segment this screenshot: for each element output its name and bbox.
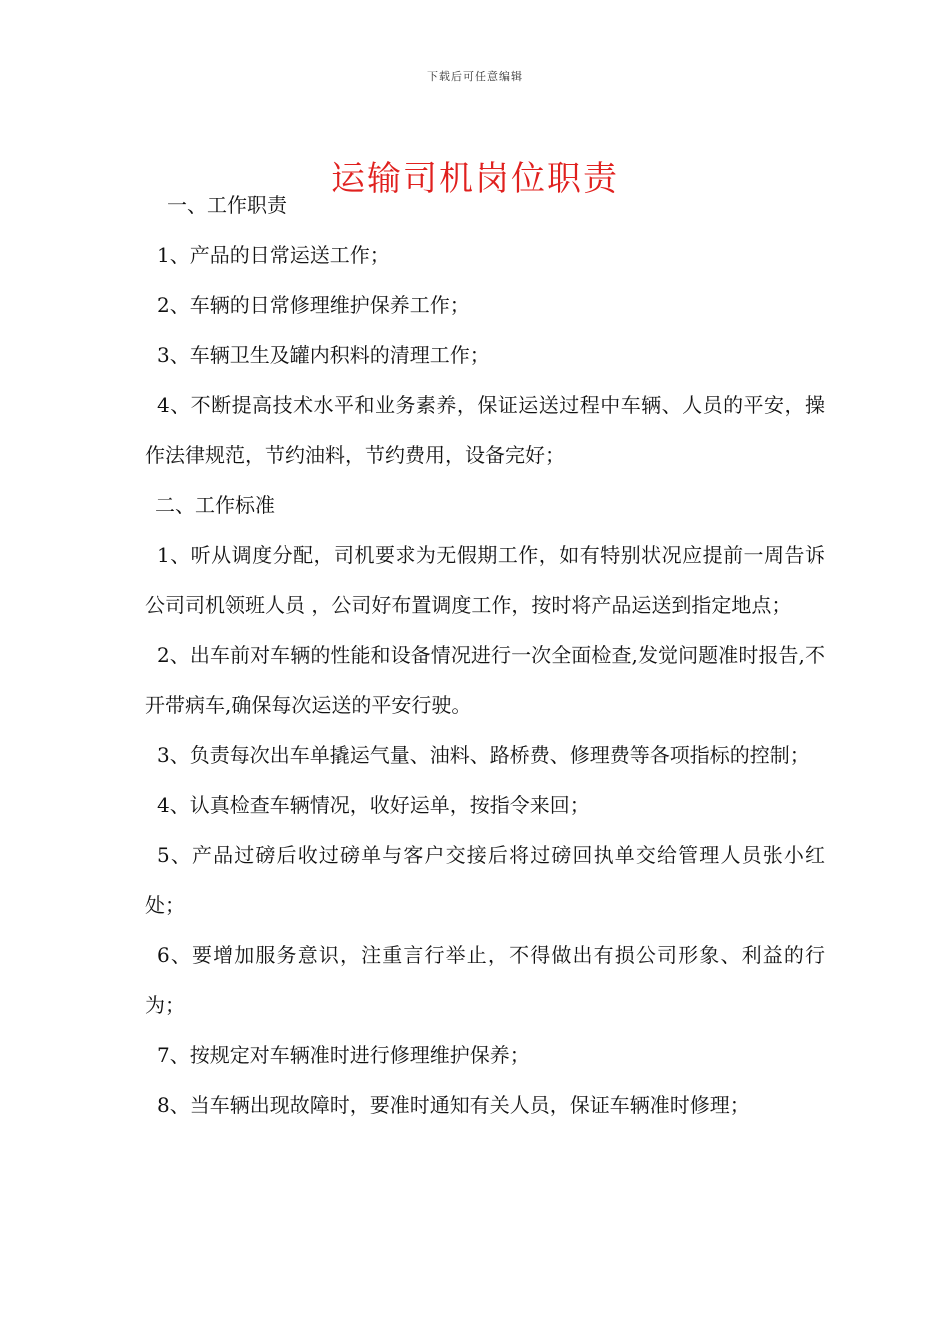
duty-item-1: 1、产品的日常运送工作； xyxy=(157,243,390,267)
standard-item-5: 5、产品过磅后收过磅单与客户交接后将过磅回执单交给管理人员张小红处； xyxy=(145,843,825,917)
standard-item-8: 8、当车辆出现故障时，要准时通知有关人员，保证车辆准时修理； xyxy=(157,1093,750,1117)
standard-item-4: 4、认真检查车辆情况，收好运单，按指令来回； xyxy=(157,793,590,817)
document-title: 运输司机岗位职责 xyxy=(331,158,619,199)
section-heading-standards: 二、工作标准 xyxy=(155,493,275,517)
standard-item-6: 6、要增加服务意识，注重言行举止，不得做出有损公司形象、利益的行为； xyxy=(145,943,825,1017)
duty-item-3: 3、车辆卫生及罐内积料的清理工作； xyxy=(157,343,490,367)
duty-item-2: 2、车辆的日常修理维护保养工作； xyxy=(157,293,470,317)
standard-item-1: 1、听从调度分配，司机要求为无假期工作，如有特别状况应提前一周告诉公司司机领班人员 ，公司好布置调度工作，按时将产品运送到指定地点； xyxy=(145,543,825,617)
document-body xyxy=(145,180,825,1130)
standard-item-3: 3、负责每次出车单撬运气量、油料、路桥费、修理费等各项指标的控制； xyxy=(157,743,810,767)
standard-item-7: 7、按规定对车辆准时进行修理维护保养； xyxy=(157,1043,530,1067)
section-heading-duties: 一、工作职责 xyxy=(167,193,287,217)
header-note: 下载后可任意编辑 xyxy=(427,70,523,83)
duty-item-4: 4、不断提高技术水平和业务素养，保证运送过程中车辆、人员的平安，操作法律规范，节约油料，节约费用，设备完好； xyxy=(145,393,825,467)
standard-item-2: 2、出车前对车辆的性能和设备情况进行一次全面检查,发觉问题准时报告,不开带病车,确保每次运送的平安行驶。 xyxy=(145,643,825,717)
